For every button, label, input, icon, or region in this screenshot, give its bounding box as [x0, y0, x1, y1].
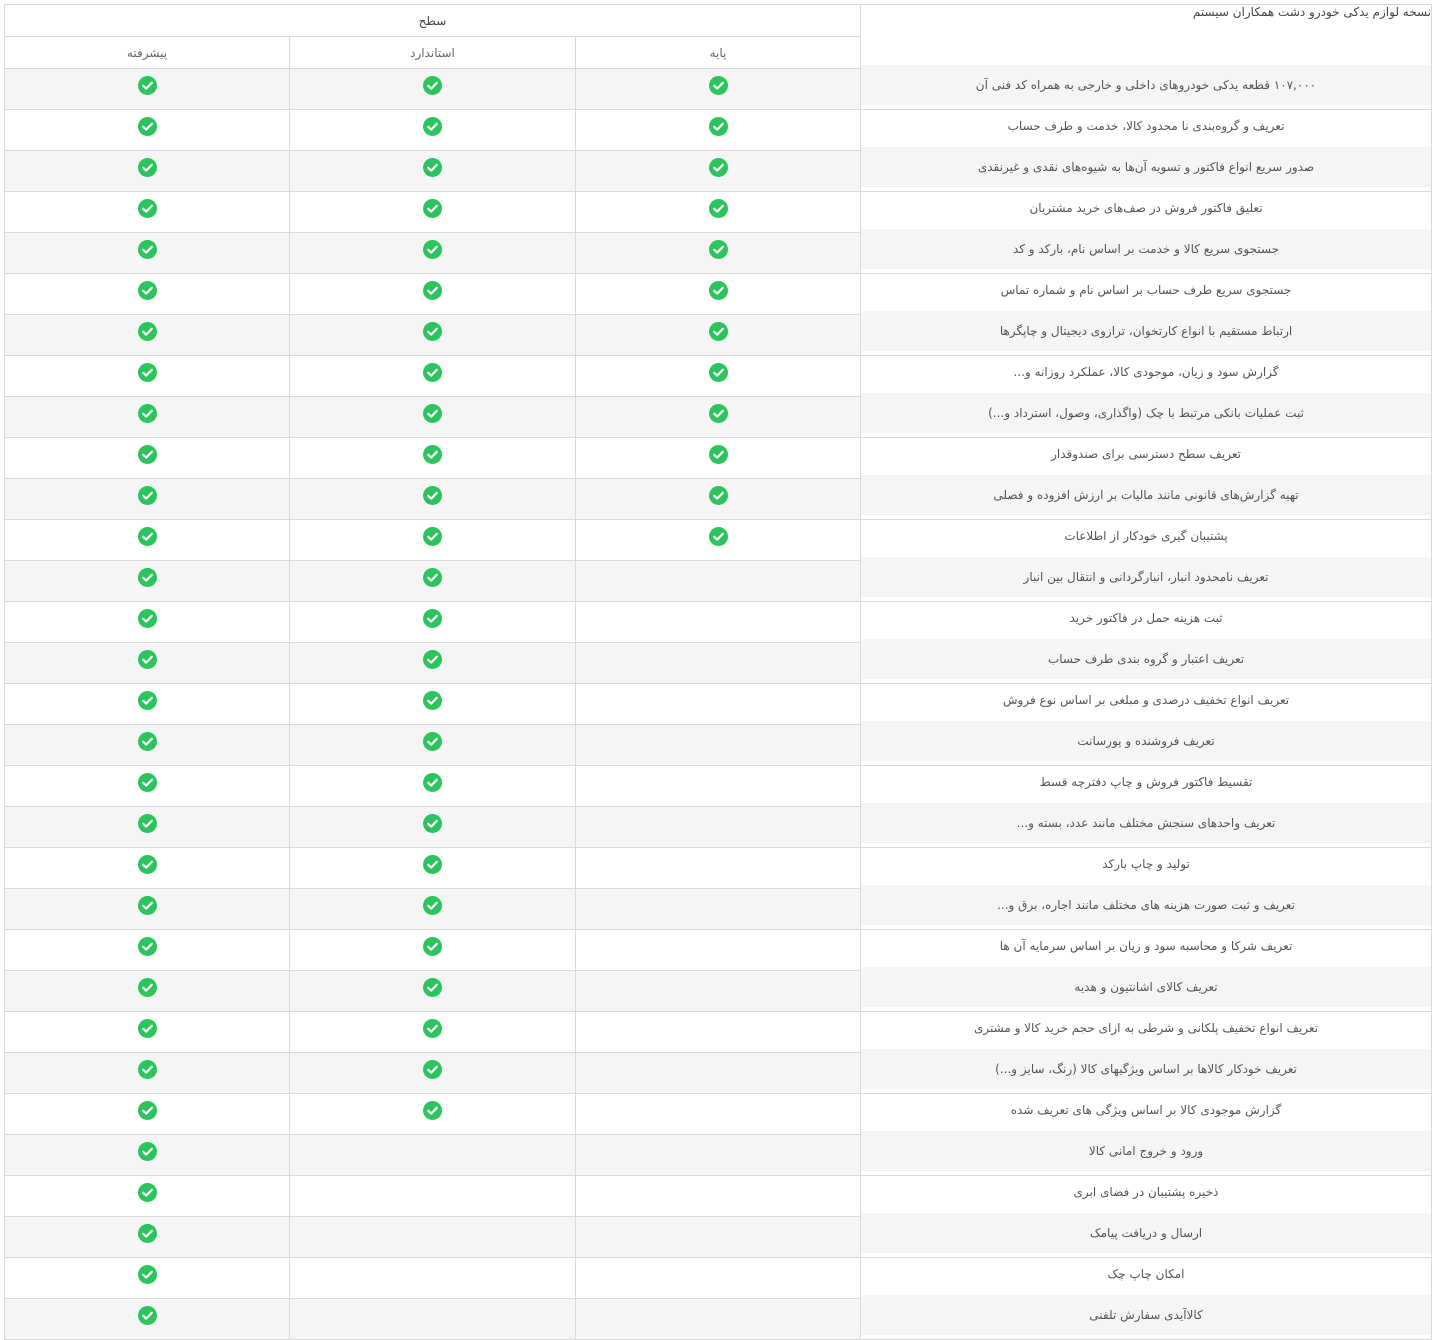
table-row — [5, 930, 1432, 971]
product-header: نسخه لوازم یدکی خودرو دشت همکاران سیستم — [861, 5, 1432, 69]
check-circle-icon — [709, 322, 728, 341]
feature-label: کالاآیدی سفارش تلفنی — [861, 1295, 1432, 1336]
cell-standard — [290, 192, 576, 233]
cell-basic — [576, 1176, 861, 1217]
check-circle-icon — [709, 486, 728, 505]
cell-standard — [290, 1094, 576, 1135]
table-row — [5, 725, 1432, 766]
check-circle-icon — [709, 199, 728, 218]
cell-standard — [290, 684, 576, 725]
table-row — [5, 1094, 1432, 1135]
feature-label: پشتیبان گیری خودکار از اطلاعات — [861, 516, 1432, 557]
cell-advanced — [5, 315, 290, 356]
cell-advanced — [5, 971, 290, 1012]
cell-basic — [576, 643, 861, 684]
cell-standard — [290, 397, 576, 438]
table-row — [5, 274, 1432, 315]
feature-label: تعریف نامحدود انبار، انبارگردانی و انتقال بین انبار — [861, 557, 1432, 598]
check-circle-icon — [138, 1142, 157, 1161]
check-circle-icon — [138, 117, 157, 136]
cell-advanced — [5, 807, 290, 848]
check-circle-icon — [138, 486, 157, 505]
cell-standard — [290, 1217, 576, 1258]
feature-label: ۱۰۷,۰۰۰ قطعه یدکی خودروهای داخلی و خارجی به همراه کد فنی آن — [861, 65, 1432, 106]
check-circle-icon — [423, 76, 442, 95]
cell-advanced — [5, 889, 290, 930]
cell-basic — [576, 315, 861, 356]
check-circle-icon — [423, 322, 442, 341]
cell-basic — [576, 602, 861, 643]
table-row — [5, 848, 1432, 889]
cell-basic — [576, 930, 861, 971]
cell-basic — [576, 69, 861, 110]
cell-advanced — [5, 151, 290, 192]
feature-label: ارسال و دریافت پیامک — [861, 1213, 1432, 1254]
check-circle-icon — [423, 486, 442, 505]
check-circle-icon — [138, 240, 157, 259]
cell-basic — [576, 1258, 861, 1299]
tier-header-basic: پایه — [576, 37, 861, 69]
table-row — [5, 1176, 1432, 1217]
cell-standard — [290, 520, 576, 561]
check-circle-icon — [423, 1101, 442, 1120]
cell-basic — [576, 1217, 861, 1258]
cell-standard — [290, 1176, 576, 1217]
cell-basic — [576, 561, 861, 602]
cell-standard — [290, 438, 576, 479]
table-row — [5, 69, 1432, 110]
table-row — [5, 1217, 1432, 1258]
check-circle-icon — [423, 691, 442, 710]
cell-basic — [576, 725, 861, 766]
feature-label: تعریف خودکار کالاها بر اساس ویژگیهای کالا (رنگ، سایز و...) — [861, 1049, 1432, 1090]
cell-basic — [576, 397, 861, 438]
check-circle-icon — [709, 117, 728, 136]
check-circle-icon — [709, 281, 728, 300]
cell-advanced — [5, 643, 290, 684]
feature-label: جستجوی سریع طرف حساب بر اساس نام و شماره تماس — [861, 270, 1432, 311]
cell-standard — [290, 233, 576, 274]
level-header: سطح — [5, 5, 861, 37]
cell-advanced — [5, 356, 290, 397]
cell-advanced — [5, 69, 290, 110]
check-circle-icon — [423, 117, 442, 136]
cell-basic — [576, 807, 861, 848]
cell-advanced — [5, 1176, 290, 1217]
cell-basic — [576, 848, 861, 889]
feature-label: تعریف و گروه‌بندی نا محدود کالا، خدمت و طرف حساب — [861, 106, 1432, 147]
check-circle-icon — [709, 445, 728, 464]
check-circle-icon — [423, 609, 442, 628]
check-circle-icon — [709, 76, 728, 95]
feature-label: تولید و چاپ بارکد — [861, 844, 1432, 885]
table-row — [5, 520, 1432, 561]
cell-advanced — [5, 766, 290, 807]
table-row — [5, 233, 1432, 274]
cell-advanced — [5, 1135, 290, 1176]
check-circle-icon — [423, 527, 442, 546]
check-circle-icon — [423, 281, 442, 300]
table-row — [5, 1135, 1432, 1176]
table-row — [5, 479, 1432, 520]
check-circle-icon — [138, 1019, 157, 1038]
cell-advanced — [5, 438, 290, 479]
check-circle-icon — [709, 363, 728, 382]
check-circle-icon — [138, 609, 157, 628]
cell-standard — [290, 889, 576, 930]
check-circle-icon — [138, 199, 157, 218]
cell-standard — [290, 479, 576, 520]
check-circle-icon — [138, 1224, 157, 1243]
check-circle-icon — [138, 1265, 157, 1284]
cell-basic — [576, 192, 861, 233]
cell-advanced — [5, 848, 290, 889]
table-header — [5, 5, 1432, 69]
cell-basic — [576, 479, 861, 520]
cell-standard — [290, 643, 576, 684]
table-row — [5, 643, 1432, 684]
cell-basic — [576, 1012, 861, 1053]
check-circle-icon — [138, 814, 157, 833]
cell-standard — [290, 356, 576, 397]
cell-advanced — [5, 274, 290, 315]
check-circle-icon — [138, 281, 157, 300]
check-circle-icon — [138, 158, 157, 177]
feature-label: ذخیره پشتیبان در فضای ابری — [861, 1172, 1432, 1213]
check-circle-icon — [138, 896, 157, 915]
tier-header-standard: استاندارد — [290, 37, 576, 69]
check-circle-icon — [138, 568, 157, 587]
check-circle-icon — [138, 855, 157, 874]
feature-label: تعریف فروشنده و پورسانت — [861, 721, 1432, 762]
cell-standard — [290, 110, 576, 151]
feature-label: ورود و خروج امانی کالا — [861, 1131, 1432, 1172]
check-circle-icon — [709, 404, 728, 423]
cell-standard — [290, 1258, 576, 1299]
check-circle-icon — [423, 773, 442, 792]
feature-label: جستجوی سریع کالا و خدمت بر اساس نام، بارکد و کد — [861, 229, 1432, 270]
cell-basic — [576, 233, 861, 274]
table-row — [5, 889, 1432, 930]
cell-basic — [576, 971, 861, 1012]
check-circle-icon — [423, 568, 442, 587]
cell-standard — [290, 725, 576, 766]
cell-basic — [576, 766, 861, 807]
table-body — [5, 69, 1432, 1340]
check-circle-icon — [423, 1060, 442, 1079]
cell-standard — [290, 807, 576, 848]
feature-label: ثبت عملیات بانکی مرتبط با چک (واگذاری، وصول، استرداد و...) — [861, 393, 1432, 434]
feature-label: تعریف سطح دسترسی برای صندوقدار — [861, 434, 1432, 475]
check-circle-icon — [138, 1306, 157, 1325]
cell-advanced — [5, 561, 290, 602]
check-circle-icon — [138, 322, 157, 341]
cell-basic — [576, 1299, 861, 1340]
cell-standard — [290, 561, 576, 602]
table-row — [5, 397, 1432, 438]
feature-label: تعریف و ثبت صورت هزینه های مختلف مانند اجاره، برق و... — [861, 885, 1432, 926]
check-circle-icon — [138, 527, 157, 546]
cell-basic — [576, 151, 861, 192]
check-circle-icon — [423, 650, 442, 669]
check-circle-icon — [138, 773, 157, 792]
feature-label: گزارش موجودی کالا بر اساس ویژگی های تعریف شده — [861, 1090, 1432, 1131]
feature-label: تهیه گزارش‌های قانونی مانند مالیات بر ارزش افزوده و فصلی — [861, 475, 1432, 516]
cell-basic — [576, 110, 861, 151]
cell-standard — [290, 69, 576, 110]
check-circle-icon — [138, 691, 157, 710]
check-circle-icon — [423, 732, 442, 751]
cell-advanced — [5, 192, 290, 233]
check-circle-icon — [423, 896, 442, 915]
check-circle-icon — [709, 527, 728, 546]
check-circle-icon — [423, 240, 442, 259]
cell-advanced — [5, 233, 290, 274]
cell-standard — [290, 315, 576, 356]
table-row — [5, 971, 1432, 1012]
feature-label: صدور سریع انواع فاکتور و تسویه آن‌ها به شیوه‌های نقدی و غیرنقدی — [861, 147, 1432, 188]
table-row — [5, 192, 1432, 233]
cell-advanced — [5, 479, 290, 520]
table-row — [5, 110, 1432, 151]
check-circle-icon — [423, 363, 442, 382]
check-circle-icon — [423, 1019, 442, 1038]
cell-advanced — [5, 1094, 290, 1135]
cell-advanced — [5, 930, 290, 971]
cell-standard — [290, 1135, 576, 1176]
check-circle-icon — [423, 978, 442, 997]
table-row — [5, 766, 1432, 807]
table-row — [5, 1012, 1432, 1053]
table-row — [5, 1258, 1432, 1299]
cell-advanced — [5, 1258, 290, 1299]
cell-advanced — [5, 725, 290, 766]
cell-advanced — [5, 1012, 290, 1053]
table-row — [5, 356, 1432, 397]
cell-advanced — [5, 1299, 290, 1340]
cell-standard — [290, 1299, 576, 1340]
check-circle-icon — [138, 404, 157, 423]
cell-advanced — [5, 520, 290, 561]
table-row — [5, 684, 1432, 725]
table-row — [5, 1053, 1432, 1094]
check-circle-icon — [138, 937, 157, 956]
feature-label: تعریف واحدهای سنجش مختلف مانند عدد، بسته و... — [861, 803, 1432, 844]
table-row — [5, 151, 1432, 192]
check-circle-icon — [423, 404, 442, 423]
cell-standard — [290, 274, 576, 315]
feature-label: تعریف کالای اشانتیون و هدیه — [861, 967, 1432, 1008]
check-circle-icon — [709, 158, 728, 177]
feature-label: تقسیط فاکتور فروش و چاپ دفترچه قسط — [861, 762, 1432, 803]
cell-basic — [576, 356, 861, 397]
table-row — [5, 561, 1432, 602]
table-row — [5, 602, 1432, 643]
cell-standard — [290, 930, 576, 971]
check-circle-icon — [138, 76, 157, 95]
table-row — [5, 315, 1432, 356]
check-circle-icon — [423, 158, 442, 177]
check-circle-icon — [138, 1101, 157, 1120]
cell-standard — [290, 1012, 576, 1053]
table-row — [5, 438, 1432, 479]
table-row — [5, 807, 1432, 848]
table-row — [5, 1299, 1432, 1340]
feature-label: تعریف شرکا و محاسبه سود و زیان بر اساس سرمایه آن ها — [861, 926, 1432, 967]
cell-standard — [290, 602, 576, 643]
cell-standard — [290, 151, 576, 192]
cell-basic — [576, 520, 861, 561]
check-circle-icon — [138, 1060, 157, 1079]
check-circle-icon — [138, 650, 157, 669]
tier-header-advanced: پیشرفته — [5, 37, 290, 69]
cell-standard — [290, 971, 576, 1012]
feature-label: تعلیق فاکتور فروش در صف‌های خرید مشتریان — [861, 188, 1432, 229]
check-circle-icon — [138, 1183, 157, 1202]
cell-advanced — [5, 397, 290, 438]
cell-basic — [576, 274, 861, 315]
check-circle-icon — [138, 978, 157, 997]
feature-label: امکان چاپ چک — [861, 1254, 1432, 1295]
cell-advanced — [5, 1217, 290, 1258]
check-circle-icon — [138, 445, 157, 464]
cell-advanced — [5, 1053, 290, 1094]
feature-label: گزارش سود و زیان، موجودی کالا، عملکرد روزانه و... — [861, 352, 1432, 393]
feature-label: ارتباط مستقیم با انواع کارتخوان، ترازوی دیجیتال و چاپگرها — [861, 311, 1432, 352]
cell-basic — [576, 684, 861, 725]
cell-basic — [576, 1135, 861, 1176]
check-circle-icon — [423, 814, 442, 833]
cell-standard — [290, 848, 576, 889]
cell-standard — [290, 1053, 576, 1094]
check-circle-icon — [423, 199, 442, 218]
cell-advanced — [5, 684, 290, 725]
feature-label: تعریف انواع تخفیف درصدی و مبلغی بر اساس نوع فروش — [861, 680, 1432, 721]
feature-comparison-table — [4, 4, 1432, 1340]
check-circle-icon — [709, 240, 728, 259]
feature-label: تعریف انواع تخفیف پلکانی و شرطی به ازای حجم خرید کالا و مشتری — [861, 1008, 1432, 1049]
cell-advanced — [5, 602, 290, 643]
cell-standard — [290, 766, 576, 807]
feature-label: ثبت هزینه حمل در فاکتور خرید — [861, 598, 1432, 639]
feature-label: تعریف اعتبار و گروه بندی طرف حساب — [861, 639, 1432, 680]
cell-basic — [576, 438, 861, 479]
cell-basic — [576, 889, 861, 930]
check-circle-icon — [138, 363, 157, 382]
comparison-table-wrapper — [4, 4, 1431, 1340]
check-circle-icon — [423, 855, 442, 874]
check-circle-icon — [423, 937, 442, 956]
check-circle-icon — [423, 445, 442, 464]
cell-advanced — [5, 110, 290, 151]
check-circle-icon — [138, 732, 157, 751]
cell-basic — [576, 1094, 861, 1135]
cell-basic — [576, 1053, 861, 1094]
